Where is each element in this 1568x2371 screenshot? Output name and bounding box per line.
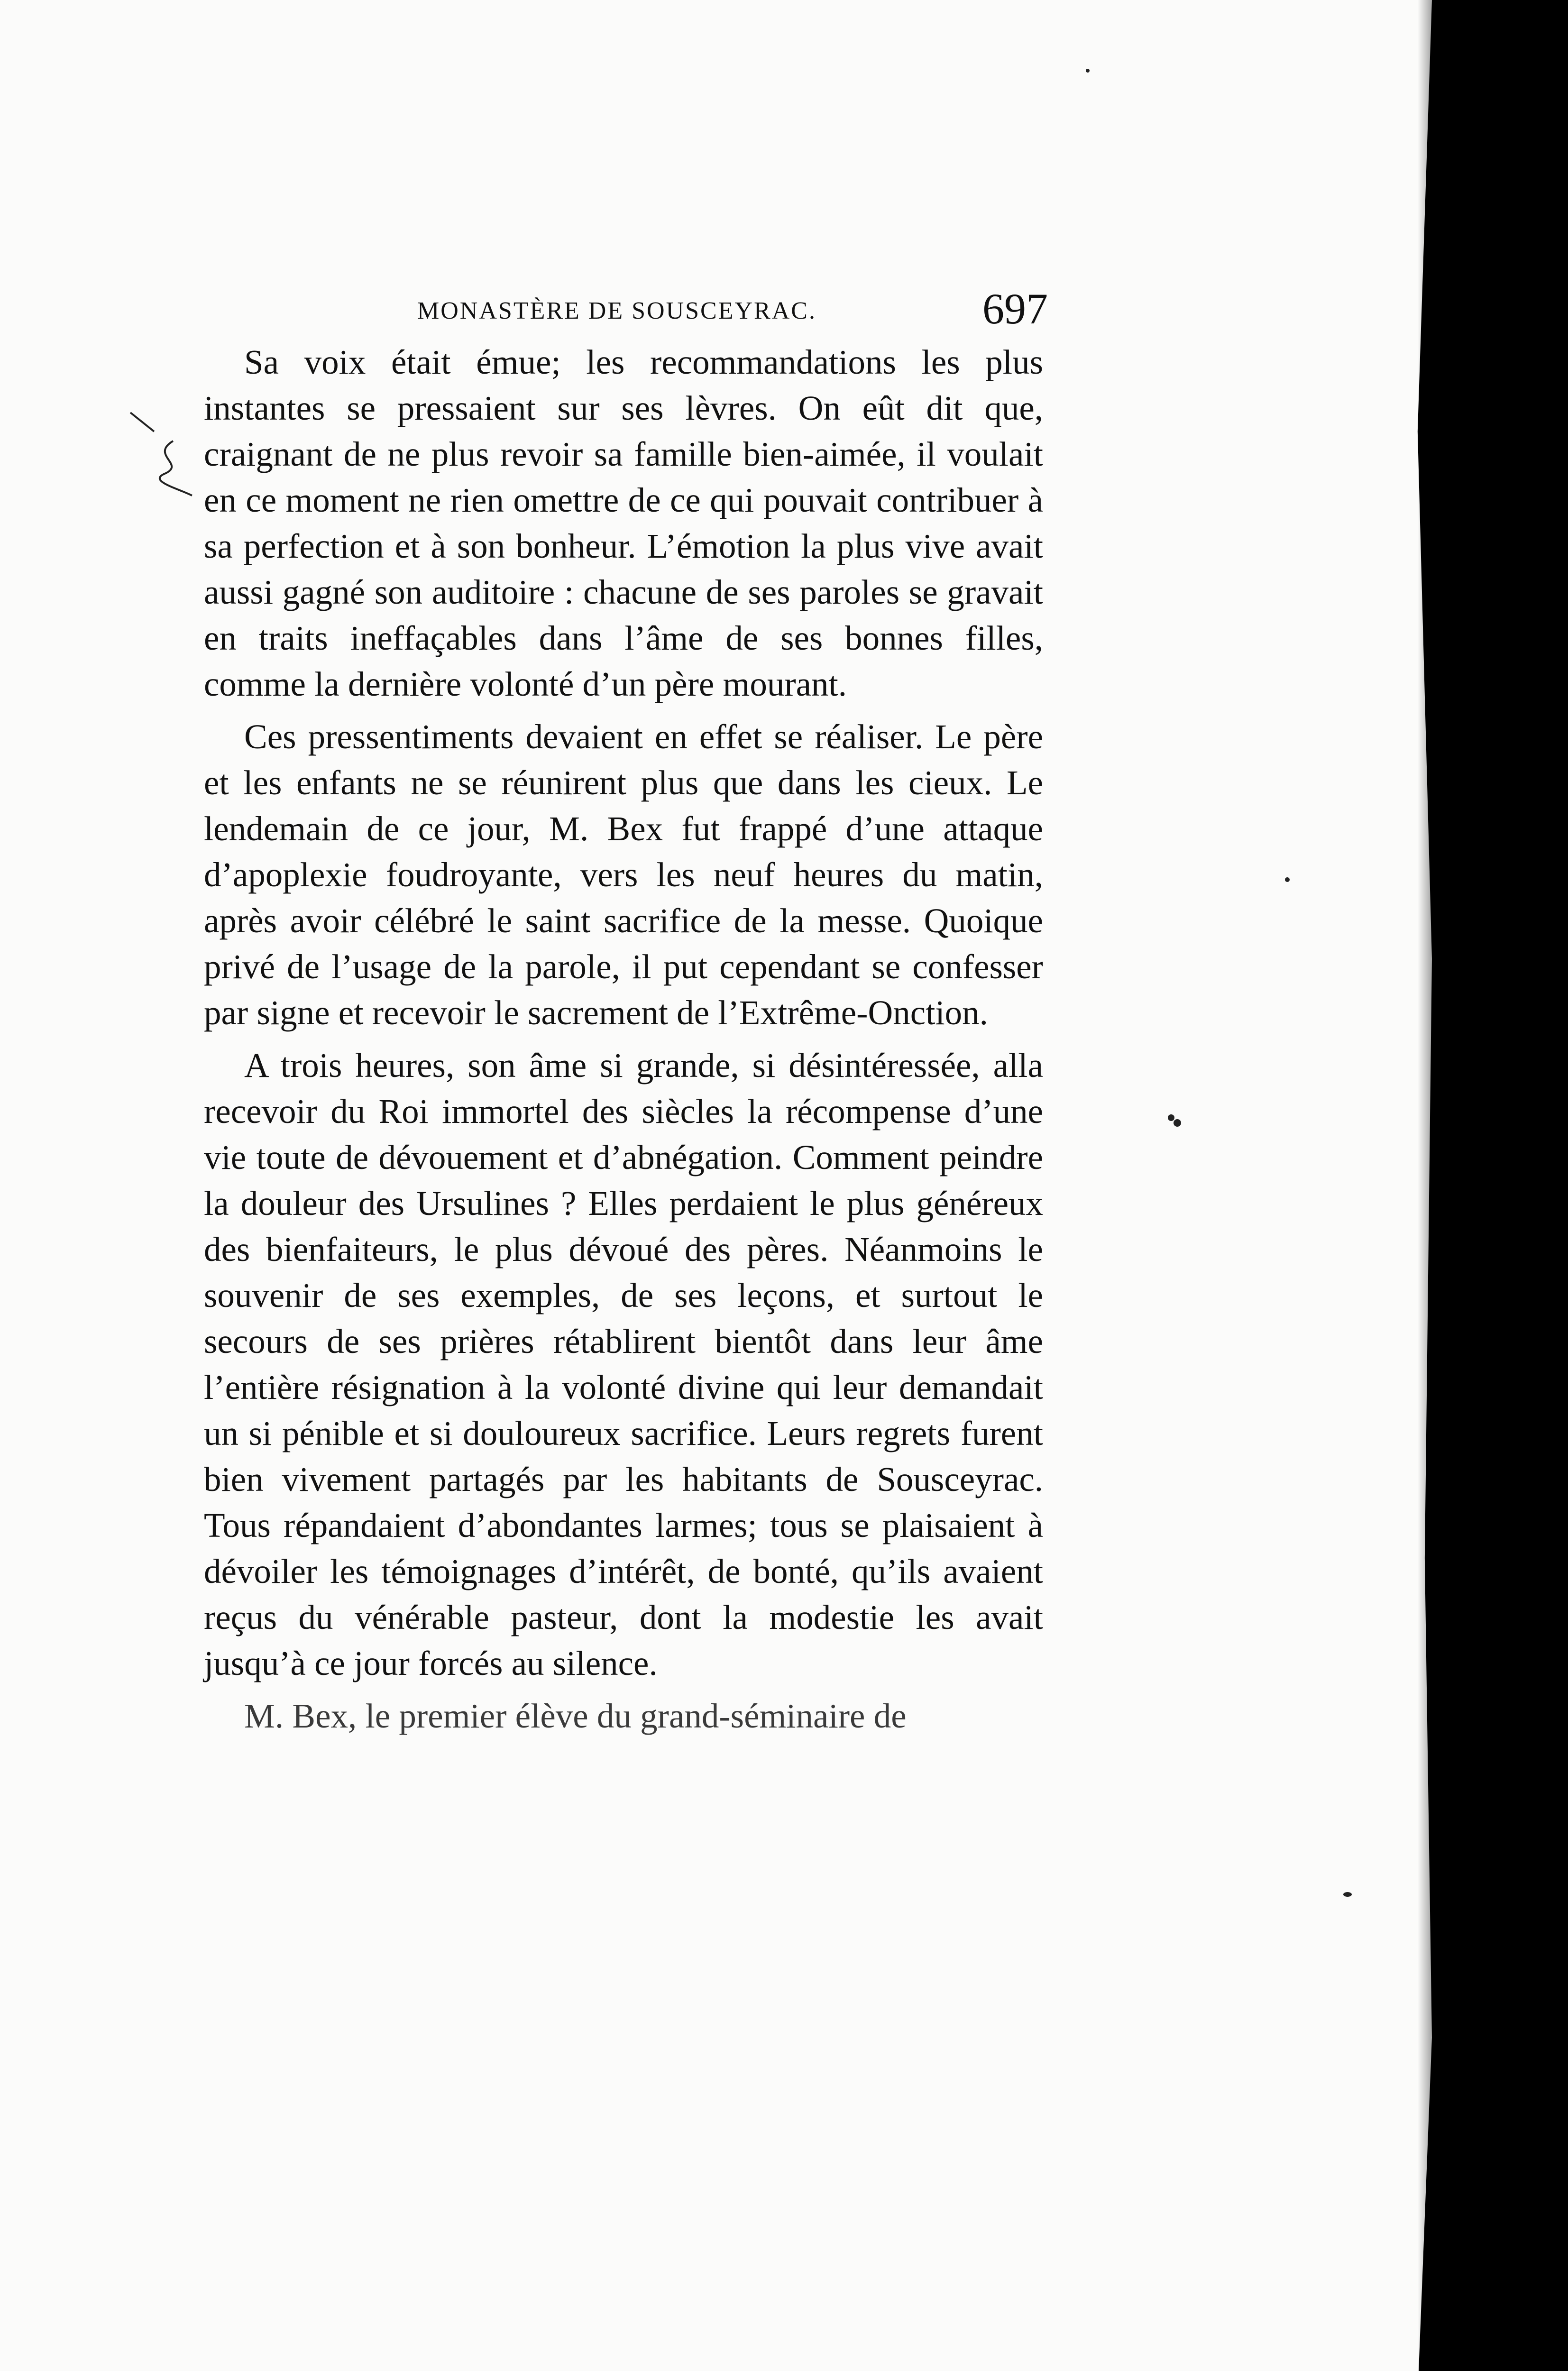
paragraph: Sa voix était émue; les recommandations les plus instantes se pressaient sur ses lèvres. On eût dit que, craignant de ne plus revoir sa famille bien-aimée, il voulait en ce moment ne rien omettre de ce qui pouvait contribuer à sa perfection et à son bonheur. L’émotion la plus vive avait aussi gagné son auditoire : chacune de ses paroles se gravait en traits ineffaçables dans l’âme de ses bonnes filles, comme la dernière volonté d’un père mourant. <box>204 343 1043 703</box>
paragraph: Ces pressentiments devaient en effet se réaliser. Le père et les enfants ne se réunirent plus que dans les cieux. Le lendemain de ce jour, M. Bex fut frappé d’une attaque d’apoplexie foudroyante, vers les neuf heures du matin, après avoir célébré le saint sacrifice de la messe. Quoique privé de l’usage de la parole, il put cependant se confesser par signe et recevoir le sacrement de l’Extrême-Onction. <box>204 717 1043 1032</box>
body-text <box>204 339 1043 1746</box>
ink-speck <box>1343 1892 1352 1897</box>
page-number: 697 <box>982 285 1048 333</box>
ink-speck <box>1086 69 1090 73</box>
ink-speck <box>1285 877 1290 882</box>
running-title: MONASTÈRE DE SOUSCEYRAC. <box>417 297 816 324</box>
paragraph: A trois heures, son âme si grande, si désintéressée, alla recevoir du Roi immortel des siècles la récompense d’une vie toute de dévouement et d’abnégation. Comment peindre la douleur des Ursulines ? Elles perdaient le plus généreux des bienfaiteurs, le plus dévoué des pères. Néanmoins le souvenir de ses exemples, de ses leçons, et surtout le secours de ses prières rétablirent bientôt dans leur âme l’entière résignation à la volonté divine qui leur demandait un si pénible et si douloureux sacrifice. Leurs regrets furent bien vivement partagés par les habitants de Sousceyrac. Tous répandaient d’abondantes larmes; tous se plaisaient à dévoiler les témoignages d’intérêt, de bonté, qu’ils avaient reçus du vénérable pasteur, dont la modestie les avait jusqu’à ce jour forcés au silence. <box>204 1046 1043 1682</box>
ink-speck <box>1168 1114 1174 1121</box>
margin-scrawl-mark <box>121 403 202 498</box>
ink-speck <box>1174 1119 1181 1127</box>
paragraph: M. Bex, le premier élève du grand-séminaire de <box>244 1697 907 1735</box>
page-edge-shadow <box>1418 0 1456 2371</box>
running-header <box>417 284 1048 331</box>
